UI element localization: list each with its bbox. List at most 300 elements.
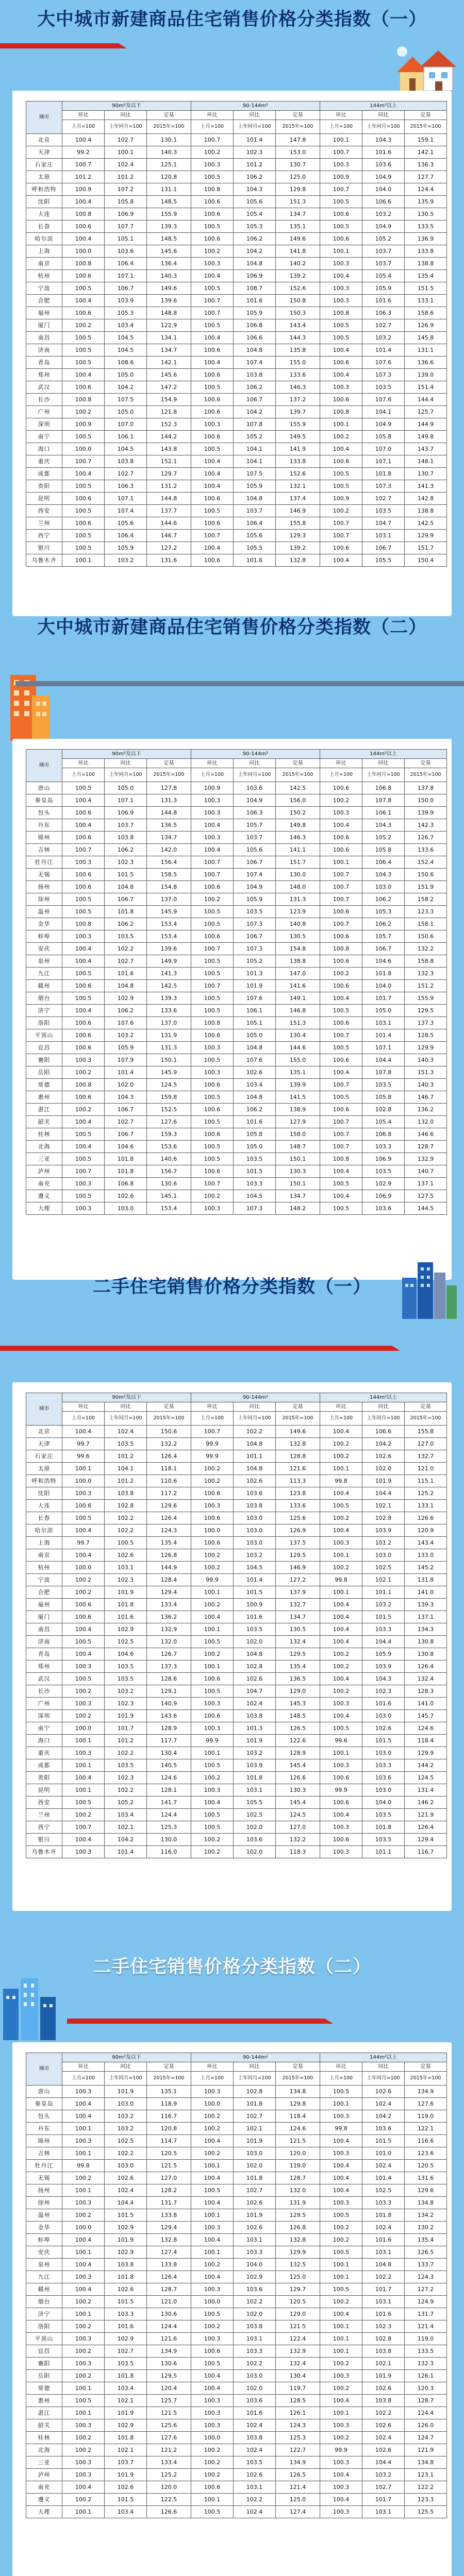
index-value: 100.0	[191, 1524, 234, 1537]
subcol-header: 定基	[405, 111, 447, 120]
index-value: 121.5	[147, 2407, 191, 2419]
index-value: 101.9	[234, 2209, 276, 2222]
index-value: 102.2	[105, 1747, 147, 1759]
index-value: 100.9	[320, 493, 362, 505]
index-value: 103.2	[362, 1599, 405, 1611]
index-value: 145.8	[405, 332, 447, 344]
index-value: 106.6	[234, 332, 276, 344]
index-value: 107.6	[105, 1017, 147, 1029]
index-value: 100.5	[191, 1821, 234, 1834]
index-value: 100.3	[191, 2419, 234, 2432]
city-name: 哈尔滨	[26, 1524, 62, 1537]
index-value: 101.6	[362, 146, 405, 159]
table-card-4	[12, 2042, 452, 2576]
index-value: 100.4	[320, 1623, 362, 1636]
index-value: 140.8	[276, 918, 320, 930]
city-name: 宁波	[26, 282, 62, 295]
city-name: 锦州	[26, 832, 62, 844]
table-row	[26, 183, 447, 196]
index-value: 100.0	[62, 1475, 105, 1487]
city-name: 天津	[26, 1438, 62, 1450]
table-row	[26, 1500, 447, 1512]
table-row	[26, 2345, 447, 2358]
index-value: 99.9	[191, 1574, 234, 1586]
index-value: 100.5	[191, 968, 234, 980]
index-value: 100.4	[320, 1165, 362, 1178]
city-name: 沈阳	[26, 196, 62, 208]
city-name: 桂林	[26, 1128, 62, 1141]
index-value: 103.7	[362, 245, 405, 258]
table-row	[26, 1648, 447, 1660]
index-value: 107.3	[234, 1202, 276, 1215]
index-value: 100.6	[62, 1611, 105, 1623]
index-value: 134.9	[276, 2456, 320, 2469]
index-value: 105.5	[234, 1797, 276, 1809]
index-value: 100.1	[62, 554, 105, 567]
city-name: 赣州	[26, 980, 62, 992]
index-value: 108.6	[105, 357, 147, 369]
index-value: 103.5	[362, 1809, 405, 1821]
index-value: 134.7	[147, 344, 191, 357]
index-value: 100.6	[191, 1673, 234, 1685]
index-value: 100.3	[191, 258, 234, 270]
index-value: 136.3	[405, 159, 447, 171]
index-value: 127.5	[405, 1190, 447, 1202]
city-name: 平顶山	[26, 1029, 62, 1042]
city-name: 济南	[26, 1636, 62, 1648]
index-value: 102.6	[105, 1549, 147, 1562]
index-value: 100.4	[320, 1673, 362, 1685]
index-value: 99.8	[320, 2123, 362, 2135]
index-value: 142.5	[147, 980, 191, 992]
city-name: 徐州	[26, 893, 62, 906]
table-row	[26, 2370, 447, 2382]
index-value: 106.3	[105, 480, 147, 493]
table-row	[26, 1190, 447, 1202]
city-name: 惠州	[26, 2395, 62, 2407]
subcol-header: 同比	[234, 1402, 276, 1412]
city-name: 重庆	[26, 1747, 62, 1759]
index-value: 146.6	[405, 1128, 447, 1141]
index-value: 141.3	[405, 480, 447, 493]
index-value: 103.2	[105, 2123, 147, 2135]
price-index-table-2	[26, 749, 447, 1215]
index-value: 104.5	[234, 1190, 276, 1202]
section-title-2: 大中城市新建商品住宅销售价格分类指数（二）	[37, 617, 427, 638]
index-value: 127.6	[147, 2432, 191, 2444]
index-value: 103.8	[234, 2320, 276, 2333]
city-name: 牡丹江	[26, 856, 62, 869]
index-value: 100.5	[191, 955, 234, 968]
index-value: 100.4	[62, 2259, 105, 2271]
index-value: 139.2	[276, 542, 320, 554]
index-value: 100.4	[320, 2172, 362, 2184]
index-value: 106.1	[362, 807, 405, 819]
table-row	[26, 1735, 447, 1747]
index-value: 105.2	[234, 955, 276, 968]
city-name: 扬州	[26, 2184, 62, 2197]
table-row	[26, 2407, 447, 2419]
table-row	[26, 2419, 447, 2432]
index-value: 101.2	[105, 1475, 147, 1487]
index-value: 100.3	[320, 1698, 362, 1710]
index-value: 100.5	[62, 1636, 105, 1648]
index-value: 100.5	[62, 1153, 105, 1165]
index-value: 100.3	[191, 1066, 234, 1079]
index-value: 106.9	[362, 1190, 405, 1202]
index-value: 102.3	[105, 1698, 147, 1710]
index-value: 104.5	[105, 332, 147, 344]
index-value: 100.2	[191, 1549, 234, 1562]
index-value: 100.2	[320, 1562, 362, 1574]
table-row	[26, 468, 447, 480]
index-value: 100.4	[320, 1809, 362, 1821]
index-value: 100.3	[320, 282, 362, 295]
index-value: 137.4	[276, 493, 320, 505]
index-value: 103.3	[105, 2308, 147, 2320]
index-value: 106.9	[234, 270, 276, 282]
index-value: 105.8	[362, 431, 405, 443]
index-value: 100.3	[191, 2333, 234, 2345]
index-value: 105.1	[105, 233, 147, 245]
subcol-header: 定基	[405, 759, 447, 768]
index-value: 133.1	[405, 295, 447, 307]
index-value: 122.5	[147, 2494, 191, 2506]
index-value: 100.3	[320, 2110, 362, 2123]
index-value: 101.9	[105, 2234, 147, 2246]
index-value: 124.5	[405, 1772, 447, 1784]
city-name: 泉州	[26, 955, 62, 968]
city-name: 广州	[26, 406, 62, 418]
index-value: 100.7	[320, 517, 362, 530]
index-value: 105.8	[362, 1091, 405, 1104]
index-value: 121.6	[276, 1463, 320, 1475]
city-name: 厦门	[26, 319, 62, 332]
index-value: 126.5	[405, 2246, 447, 2259]
index-value: 100.2	[191, 2444, 234, 2456]
index-value: 148.1	[405, 455, 447, 468]
index-value: 103.5	[105, 1759, 147, 1772]
index-value: 100.3	[62, 930, 105, 943]
index-value: 100.7	[320, 183, 362, 196]
index-value: 143.4	[276, 319, 320, 332]
index-value: 100.4	[320, 2135, 362, 2147]
base-header: 2015年=100	[147, 768, 191, 782]
base-header: 2015年=100	[147, 1412, 191, 1426]
index-value: 106.8	[234, 319, 276, 332]
index-value: 100.2	[62, 1809, 105, 1821]
base-header: 上年同月=100	[234, 1412, 276, 1426]
index-value: 149.6	[147, 282, 191, 295]
index-value: 100.4	[62, 955, 105, 968]
index-value: 100.7	[191, 980, 234, 992]
index-value: 100.5	[191, 1091, 234, 1104]
table-row	[26, 1636, 447, 1648]
subcol-header: 定基	[405, 1402, 447, 1412]
index-value: 102.4	[105, 1426, 147, 1438]
index-value: 101.5	[105, 2494, 147, 2506]
index-value: 130.3	[276, 1784, 320, 1797]
index-value: 103.0	[234, 2370, 276, 2382]
index-value: 103.6	[234, 1834, 276, 1846]
index-value: 104.7	[362, 517, 405, 530]
index-value: 121.0	[147, 2296, 191, 2308]
table-row	[26, 221, 447, 233]
city-name: 成都	[26, 1759, 62, 1772]
base-header: 2015年=100	[276, 120, 320, 134]
index-value: 137.7	[147, 505, 191, 517]
index-value: 152.1	[147, 455, 191, 468]
index-value: 100.6	[191, 369, 234, 381]
index-value: 125.2	[147, 2469, 191, 2481]
index-value: 134.1	[147, 332, 191, 344]
city-name: 三亚	[26, 1153, 62, 1165]
index-value: 128.9	[147, 1722, 191, 1735]
index-value: 100.6	[191, 493, 234, 505]
price-index-table-3	[26, 1393, 447, 1858]
index-value: 103.3	[234, 2345, 276, 2358]
city-header: 城市	[26, 2053, 62, 2086]
city-name: 银川	[26, 1834, 62, 1846]
city-name: 太原	[26, 171, 62, 183]
index-value: 100.5	[191, 1116, 234, 1128]
index-value: 122.7	[276, 2444, 320, 2456]
index-value: 129.6	[405, 2184, 447, 2197]
index-value: 155.9	[147, 208, 191, 221]
table-row	[26, 1128, 447, 1141]
city-name: 遵义	[26, 1190, 62, 1202]
index-value: 120.5	[405, 2160, 447, 2172]
index-value: 101.6	[362, 2308, 405, 2320]
index-value: 101.4	[105, 1846, 147, 1858]
index-value: 145.9	[147, 1066, 191, 1079]
base-header: 上年同月=100	[362, 768, 405, 782]
index-value: 102.9	[362, 1178, 405, 1190]
index-value: 101.3	[234, 968, 276, 980]
index-value: 102.6	[362, 1450, 405, 1463]
table-row	[26, 2246, 447, 2259]
table-row	[26, 1772, 447, 1784]
table-row	[26, 1574, 447, 1586]
index-value: 141.5	[276, 1091, 320, 1104]
index-value: 102.6	[362, 2419, 405, 2432]
index-value: 100.7	[320, 1079, 362, 1091]
index-value: 103.8	[234, 1710, 276, 1722]
table-row	[26, 1759, 447, 1772]
index-value: 100.8	[320, 943, 362, 955]
index-value: 121.9	[405, 2444, 447, 2456]
index-value: 100.5	[191, 992, 234, 1005]
index-value: 103.1	[362, 2246, 405, 2259]
city-name: 长沙	[26, 1685, 62, 1698]
table-row	[26, 381, 447, 394]
index-value: 139.0	[405, 369, 447, 381]
index-value: 103.6	[362, 159, 405, 171]
city-name: 惠州	[26, 1091, 62, 1104]
index-value: 103.2	[362, 2469, 405, 2481]
index-value: 133.6	[276, 369, 320, 381]
index-value: 107.4	[105, 505, 147, 517]
index-value: 146.8	[276, 1005, 320, 1017]
index-value: 100.9	[191, 782, 234, 794]
index-value: 100.5	[191, 906, 234, 918]
index-value: 117.7	[147, 1735, 191, 1747]
subcol-header: 定基	[147, 759, 191, 768]
index-value: 103.1	[234, 2481, 276, 2494]
index-value: 100.8	[62, 918, 105, 930]
index-value: 102.9	[105, 1623, 147, 1636]
index-value: 102.2	[105, 1524, 147, 1537]
index-value: 113.3	[276, 1475, 320, 1487]
index-value: 100.4	[62, 134, 105, 146]
index-value: 100.4	[320, 1426, 362, 1438]
subcol-header: 同比	[234, 2062, 276, 2072]
index-value: 149.6	[276, 233, 320, 245]
index-value: 101.9	[105, 1710, 147, 1722]
index-value: 132.4	[276, 1636, 320, 1648]
group-header: 144m²以上	[320, 750, 447, 759]
index-value: 100.1	[62, 2407, 105, 2419]
base-header: 上年同月=100	[362, 1412, 405, 1426]
index-value: 130.4	[147, 1747, 191, 1759]
index-value: 133.6	[405, 844, 447, 856]
index-value: 127.9	[276, 1116, 320, 1128]
table-row	[26, 2147, 447, 2160]
table-row	[26, 1091, 447, 1104]
index-value: 100.1	[62, 1759, 105, 1772]
index-value: 100.5	[62, 480, 105, 493]
index-value: 101.5	[105, 869, 147, 881]
index-value: 106.2	[234, 381, 276, 394]
index-value: 100.4	[320, 344, 362, 357]
city-name: 沈阳	[26, 1487, 62, 1500]
city-name: 济宁	[26, 1005, 62, 1017]
index-value: 103.0	[362, 1784, 405, 1797]
index-value: 100.2	[62, 2296, 105, 2308]
index-value: 152.4	[405, 856, 447, 869]
index-value: 105.2	[105, 1797, 147, 1809]
index-value: 145.6	[147, 245, 191, 258]
city-name: 洛阳	[26, 1017, 62, 1029]
index-value: 132.8	[276, 554, 320, 567]
index-value: 145.9	[147, 906, 191, 918]
index-value: 102.2	[234, 1426, 276, 1438]
index-value: 145.1	[147, 1190, 191, 1202]
table-row	[26, 2135, 447, 2147]
index-value: 104.5	[234, 1562, 276, 1574]
index-value: 99.9	[191, 1450, 234, 1463]
index-value: 124.3	[276, 2419, 320, 2432]
index-value: 102.6	[234, 2222, 276, 2234]
index-value: 103.8	[105, 455, 147, 468]
index-value: 105.8	[105, 196, 147, 208]
index-value: 102.3	[105, 1772, 147, 1784]
index-value: 100.2	[320, 1660, 362, 1673]
city-name: 烟台	[26, 2296, 62, 2308]
index-value: 132.0	[405, 1116, 447, 1128]
index-value: 102.0	[234, 1846, 276, 1858]
table-row	[26, 159, 447, 171]
city-name: 南京	[26, 1549, 62, 1562]
index-value: 100.6	[191, 930, 234, 943]
index-value: 102.0	[234, 2160, 276, 2172]
table-row	[26, 1623, 447, 1636]
city-name: 赣州	[26, 2283, 62, 2296]
index-value: 103.1	[362, 1017, 405, 1029]
index-value: 100.4	[191, 455, 234, 468]
index-value: 100.4	[320, 1190, 362, 1202]
city-name: 济宁	[26, 2308, 62, 2320]
index-value: 100.1	[320, 2333, 362, 2345]
index-value: 102.8	[362, 2333, 405, 2345]
index-value: 100.2	[320, 2382, 362, 2395]
index-value: 103.7	[234, 832, 276, 844]
index-value: 100.4	[62, 2481, 105, 2494]
index-value: 158.8	[405, 955, 447, 968]
index-value: 100.0	[62, 1562, 105, 1574]
index-value: 104.2	[362, 1438, 405, 1450]
index-value: 100.6	[62, 832, 105, 844]
index-value: 150.2	[276, 807, 320, 819]
index-value: 100.5	[191, 1809, 234, 1821]
index-value: 133.6	[147, 1005, 191, 1017]
index-value: 119.7	[276, 2382, 320, 2395]
index-value: 100.4	[191, 2271, 234, 2283]
index-value: 102.2	[105, 2147, 147, 2160]
index-value: 103.3	[234, 1178, 276, 1190]
table-row	[26, 245, 447, 258]
index-value: 104.3	[105, 1091, 147, 1104]
city-name: 深圳	[26, 418, 62, 431]
index-value: 100.6	[62, 1091, 105, 1104]
index-value: 150.6	[147, 1426, 191, 1438]
subcol-header: 环比	[62, 2062, 105, 2072]
index-value: 141.1	[276, 844, 320, 856]
index-value: 100.3	[191, 1202, 234, 1215]
index-value: 100.5	[320, 1178, 362, 1190]
index-value: 139.6	[147, 295, 191, 307]
index-value: 100.4	[191, 2370, 234, 2382]
index-value: 138.9	[276, 1104, 320, 1116]
index-value: 152.6	[276, 282, 320, 295]
index-value: 101.6	[105, 1611, 147, 1623]
index-value: 102.7	[105, 955, 147, 968]
table-row	[26, 431, 447, 443]
index-value: 130.2	[405, 2222, 447, 2234]
index-value: 100.4	[191, 468, 234, 480]
index-value: 142.8	[405, 493, 447, 505]
index-value: 106.8	[105, 1178, 147, 1190]
index-value: 134.2	[405, 2209, 447, 2222]
table-row	[26, 332, 447, 344]
index-value: 100.3	[191, 1698, 234, 1710]
index-value: 100.5	[62, 505, 105, 517]
index-value: 125.6	[147, 2419, 191, 2432]
index-value: 104.2	[105, 381, 147, 394]
index-value: 106.7	[105, 1104, 147, 1116]
index-value: 137.1	[405, 1178, 447, 1190]
index-value: 120.8	[147, 2123, 191, 2135]
index-value: 100.2	[62, 2172, 105, 2184]
city-name: 银川	[26, 542, 62, 554]
table-row	[26, 2444, 447, 2456]
index-value: 134.8	[405, 2456, 447, 2469]
index-value: 127.2	[276, 1574, 320, 1586]
index-value: 102.1	[105, 2444, 147, 2456]
index-value: 100.5	[191, 221, 234, 233]
city-name: 厦门	[26, 1611, 62, 1623]
base-header: 上年同月=100	[105, 2072, 147, 2086]
